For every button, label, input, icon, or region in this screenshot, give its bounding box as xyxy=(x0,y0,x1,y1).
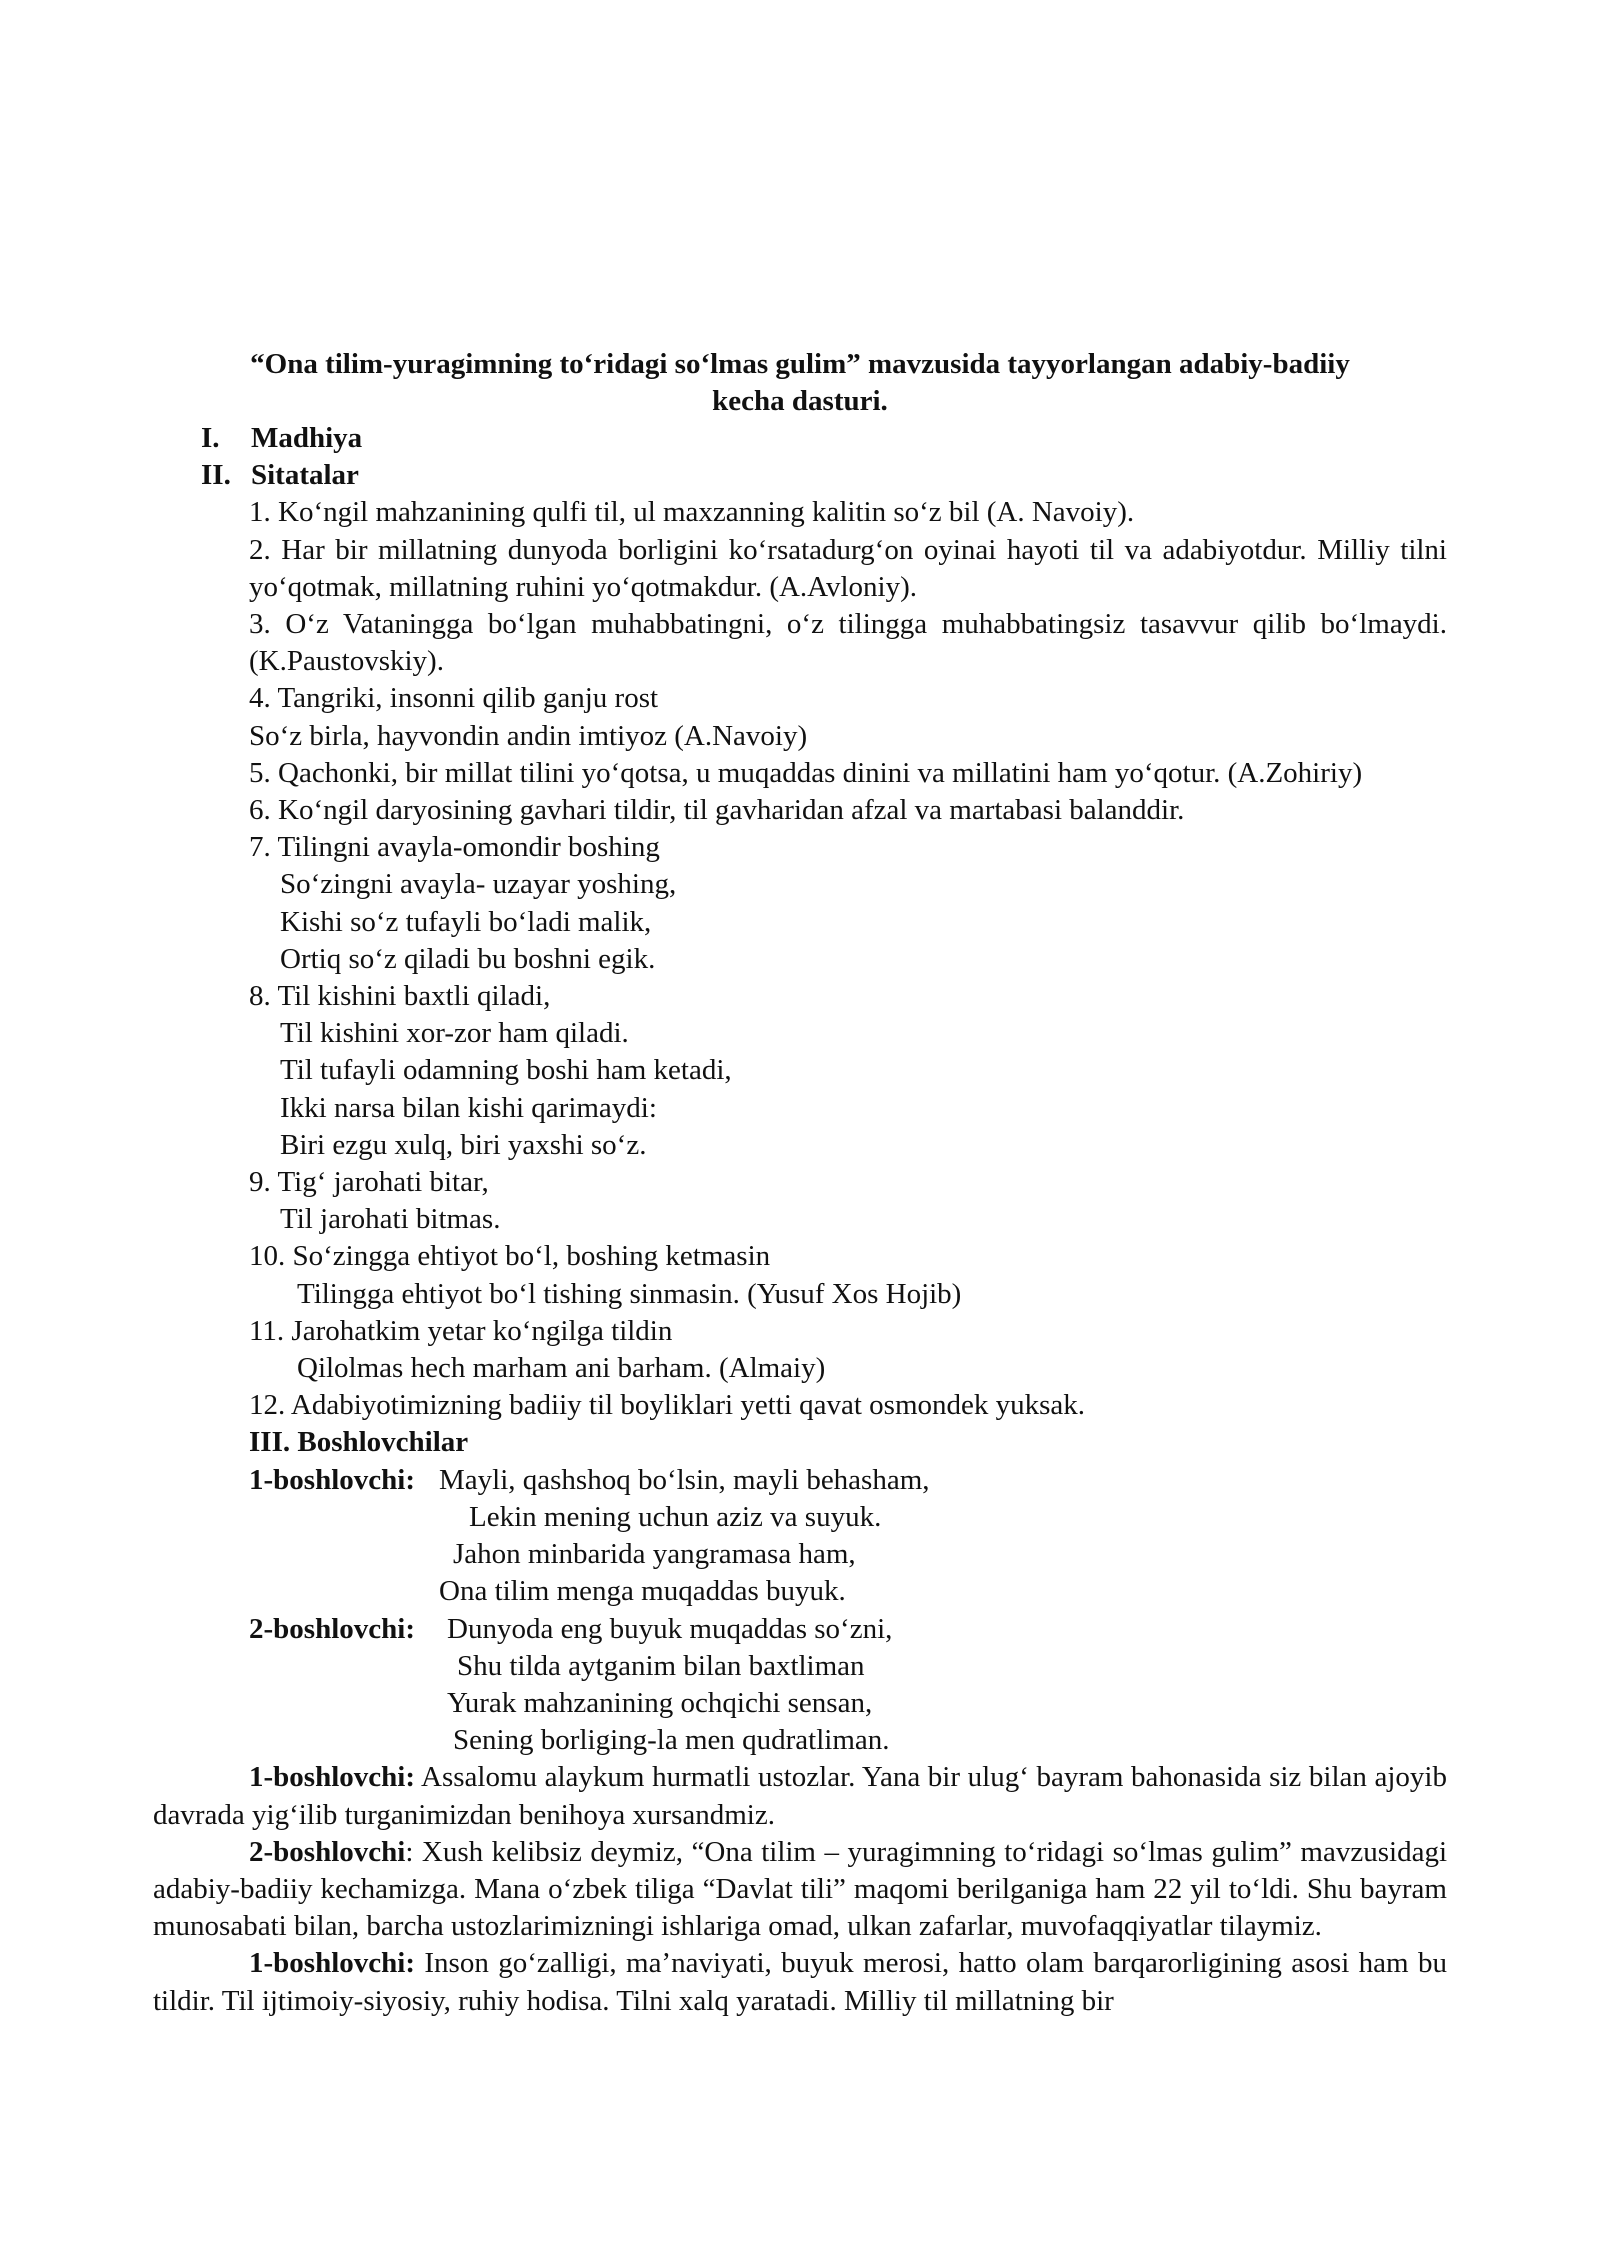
section-label: Sitatalar xyxy=(251,459,359,492)
host-paragraph-1 xyxy=(153,1759,1447,1833)
host-label: 2-boshlovchi xyxy=(249,1835,406,1868)
quote-line: 8. Til kishini baxtli qiladi, xyxy=(249,980,551,1013)
section-sitatalar xyxy=(153,457,1447,494)
quote-6: 6. Ko‘ngil daryosining gavhari tildir, til gavharidan afzal va martabasi balanddir. xyxy=(249,794,1185,827)
verse-line: Ona tilim menga muqaddas buyuk. xyxy=(439,1575,846,1608)
quote-line: Tilingga ehtiyot bo‘l tishing sinmasin. (Yusuf Xos Hojib) xyxy=(297,1277,962,1310)
verse-line: Shu tilda aytganim bilan baxtliman xyxy=(457,1649,865,1682)
quote-line: Qilolmas hech marham ani barham. (Almaiy) xyxy=(297,1352,826,1385)
verse-lines xyxy=(439,1611,892,1760)
paragraph-text: Inson go‘zalligi, ma’naviyati, buyuk merosi, hatto olam barqarorligining asosi ham bu tildir. Til ijtimoiy-siyosiy, ruhiy hodisa. Tilni xalq yaratadi. Milliy til millatning bir xyxy=(153,1947,1447,2017)
section-madhiya xyxy=(153,420,1447,457)
quote-line: Ortiq so‘z qiladi bu boshni egik. xyxy=(280,942,656,975)
quote-line: Biri ezgu xulq, biri yaxshi so‘z. xyxy=(280,1128,647,1161)
verse-line: Sening borliging-la men qudratliman. xyxy=(453,1724,890,1757)
quote-line: 9. Tig‘ jarohati bitar, xyxy=(249,1166,489,1199)
quote-line: Til kishini xor-zor ham qiladi. xyxy=(280,1017,629,1050)
quote-4 xyxy=(249,680,1447,754)
quote-7 xyxy=(249,829,1447,978)
host-verse-2 xyxy=(249,1611,1447,1760)
quote-2: 2. Har bir millatning dunyoda borligini ko‘rsatadurg‘on oyinai hayoti til va adabiyotdur. Milliy tilni yo‘qotmak, millatning ruhini yo‘qotmakdur. (A.Avloniy). xyxy=(249,533,1447,603)
verse-line: Jahon minbarida yangramasa ham, xyxy=(453,1538,856,1571)
section-label: Madhiya xyxy=(251,422,363,454)
quote-line: Til tufayli odamning boshi ham ketadi, xyxy=(280,1054,732,1087)
verse-lines xyxy=(439,1462,930,1611)
section-boshlovchilar: III. Boshlovchilar xyxy=(249,1426,469,1459)
quote-line: Ikki narsa bilan kishi qarimaydi: xyxy=(280,1091,657,1124)
paragraph-text: Assalomu alaykum hurmatli ustozlar. Yana bir ulug‘ bayram bahonasida siz bilan ajoyib davrada yig‘ilib turganimizdan benihoya xursandmiz. xyxy=(153,1761,1447,1831)
document-body xyxy=(153,420,1447,2020)
quote-line: So‘zingni avayla- uzayar yoshing, xyxy=(280,868,677,901)
quote-line: 11. Jarohatkim yetar ko‘ngilga tildin xyxy=(249,1314,673,1347)
quote-line: Til jarohati bitmas. xyxy=(280,1203,501,1236)
quote-line: So‘z birla, hayvondin andin imtiyoz (A.Navoiy) xyxy=(249,719,808,752)
quote-12: 12. Adabiyotimizning badiiy til boyliklari yetti qavat osmondek yuksak. xyxy=(249,1389,1086,1422)
quote-10 xyxy=(249,1238,1447,1312)
quote-line: 10. So‘zingga ehtiyot bo‘l, boshing ketmasin xyxy=(249,1240,771,1273)
verse-line: Mayli, qashshoq bo‘lsin, mayli behasham, xyxy=(439,1463,930,1496)
quotes-list xyxy=(153,494,1447,1759)
quote-1: 1. Ko‘ngil mahzanining qulfi til, ul maxzanning kalitin so‘z bil (A. Navoiy). xyxy=(249,496,1135,529)
host-label: 1-boshlovchi: xyxy=(249,1463,415,1496)
host-paragraph-2 xyxy=(153,1834,1447,1946)
quote-8 xyxy=(249,978,1447,1164)
quote-line: Kishi so‘z tufayli bo‘ladi malik, xyxy=(280,905,652,938)
quote-line: 4. Tangriki, insonni qilib ganju rost xyxy=(249,682,659,715)
host-label: 1-boshlovchi: xyxy=(249,1947,415,1980)
section-number: I. xyxy=(201,422,220,454)
quote-11 xyxy=(249,1313,1447,1387)
title-line-2: kecha dasturi. xyxy=(712,385,888,418)
verse-line: Lekin mening uchun aziz va suyuk. xyxy=(469,1500,882,1533)
quote-9 xyxy=(249,1164,1447,1238)
host-paragraph-3 xyxy=(153,1945,1447,2019)
verse-line: Dunyoda eng buyuk muqaddas so‘zni, xyxy=(447,1612,893,1645)
quote-5: 5. Qachonki, bir millat tilini yo‘qotsa, u muqaddas dinini va millatini ham yo‘qotur. (A.Zohiriy) xyxy=(249,756,1363,789)
host-label: 2-boshlovchi: xyxy=(249,1612,415,1645)
title-line-1: “Ona tilim-yuragimning to‘ridagi so‘lmas gulim” mavzusida tayyorlangan adabiy-badiiy xyxy=(250,348,1350,380)
quote-line: 7. Tilingni avayla-omondir boshing xyxy=(249,831,660,864)
quote-3: 3. O‘z Vataningga bo‘lgan muhabbatingni, o‘z tilingga muhabbatingsiz tasavvur qilib bo‘lmaydi. (K.Paustovskiy). xyxy=(249,608,1447,678)
host-verse-1 xyxy=(249,1462,1447,1611)
host-label: 1-boshlovchi: xyxy=(249,1761,415,1794)
verse-line: Yurak mahzanining ochqichi sensan, xyxy=(447,1686,873,1719)
document-title xyxy=(150,346,1450,420)
section-number: II. xyxy=(201,459,231,492)
paragraph-text: : Xush kelibsiz deymiz, “Ona tilim – yuragimning to‘ridagi so‘lmas gulim” mavzusidagi adabiy-badiiy kechamizga. Mana o‘zbek tiliga “Davlat tili” maqomi berilganiga ham 22 yil to‘ldi. Shu bayram munosabati bilan, barcha ustozlarimizningi ishlariga omad, ulkan zafarlar, muvofaqqiyatlar tilaymiz. xyxy=(153,1835,1447,1943)
